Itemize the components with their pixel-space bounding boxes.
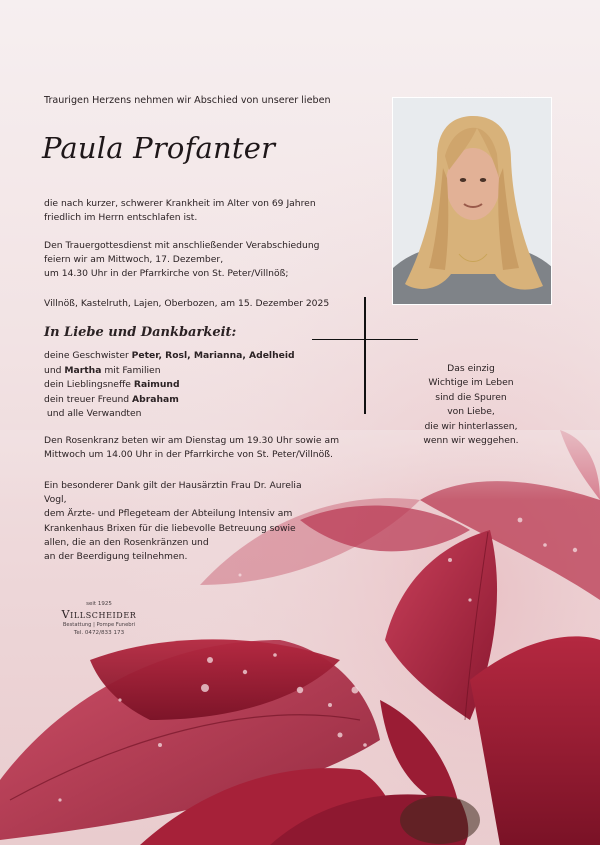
logo-since: seit 1925 <box>86 601 112 607</box>
poem-line: wenn wir weggehen. <box>423 435 519 447</box>
intro-text: Traurigen Herzens nehmen wir Abschied von unserer lieben <box>44 95 331 106</box>
mourner-names: Martha <box>64 364 102 376</box>
portrait-photo <box>392 97 552 305</box>
service-line: feiern wir am Mittwoch, 17. Dezember, <box>44 254 224 266</box>
mourners-list <box>44 349 304 422</box>
thanks-paragraph <box>44 479 304 564</box>
cross-icon <box>364 297 366 414</box>
rosary-line: Den Rosenkranz beten wir am Dienstag um 19.30 Uhr sowie am <box>44 435 340 446</box>
mourner-line: deine Geschwister Peter, Rosl, Marianna, Adelheid <box>44 350 295 361</box>
place-date: Villnöß, Kastelruth, Lajen, Oberbozen, am 15. Dezember 2025 <box>44 298 330 309</box>
logo-phone: Tel. 0472/833 173 <box>73 630 125 636</box>
dank-heading: In Liebe und Dankbarkeit: <box>44 325 237 340</box>
logo-name: Villscheider <box>61 608 137 621</box>
service-line: Den Trauergottesdienst mit anschließender Verabschiedung <box>44 240 320 251</box>
thanks-line: an der Beerdigung teilnehmen. <box>44 551 188 563</box>
mourner-line: und Martha mit Familien <box>44 364 161 376</box>
service-line: um 14.30 Uhr in der Pfarrkirche von St. Peter/Villnöß; <box>44 268 289 280</box>
thanks-line: dem Ärzte- und Pflegeteam der Abteilung Intensiv am <box>44 508 293 520</box>
mourner-line: und alle Verwandten <box>44 408 142 420</box>
thanks-line: allen, die an den Rosenkränzen und <box>44 536 209 548</box>
logo-subtitle: Bestattung | Pompe Funebri <box>62 622 136 628</box>
portrait-illustration <box>393 98 552 305</box>
poem-line: Das einzig <box>447 363 495 374</box>
poem-line: sind die Spuren <box>435 391 507 403</box>
rosary-line: Mittwoch um 14.00 Uhr in der Pfarrkirche von St. Peter/Villnöß. <box>44 449 333 461</box>
funeral-home-logo <box>44 601 154 638</box>
cross-icon-bar <box>312 339 418 341</box>
death-paragraph <box>44 197 344 225</box>
service-paragraph <box>44 239 344 282</box>
poem-line: von Liebe, <box>447 406 495 418</box>
mourner-names: Peter, Rosl, Marianna, Adelheid <box>131 350 295 361</box>
death-line: friedlich im Herrn entschlafen ist. <box>44 212 198 224</box>
poem-line: die wir hinterlassen, <box>424 420 518 432</box>
mourner-names: Abraham <box>132 393 179 405</box>
rosary-paragraph <box>44 434 344 462</box>
mourner-line: dein treuer Freund Abraham <box>44 393 179 405</box>
poem <box>410 362 532 448</box>
thanks-line: Ein besonderer Dank gilt der Hausärztin Frau Dr. Aurelia Vogl, <box>44 480 302 506</box>
mourner-names: Raimund <box>133 379 180 391</box>
deceased-name: Paula Profanter <box>42 131 276 165</box>
poem-line: Wichtige im Leben <box>428 377 514 389</box>
thanks-line: Krankenhaus Brixen für die liebevolle Betreuung sowie <box>44 522 296 534</box>
mourner-line: dein Lieblingsneffe Raimund <box>44 379 180 391</box>
death-line: die nach kurzer, schwerer Krankheit im Alter von 69 Jahren <box>44 198 316 209</box>
